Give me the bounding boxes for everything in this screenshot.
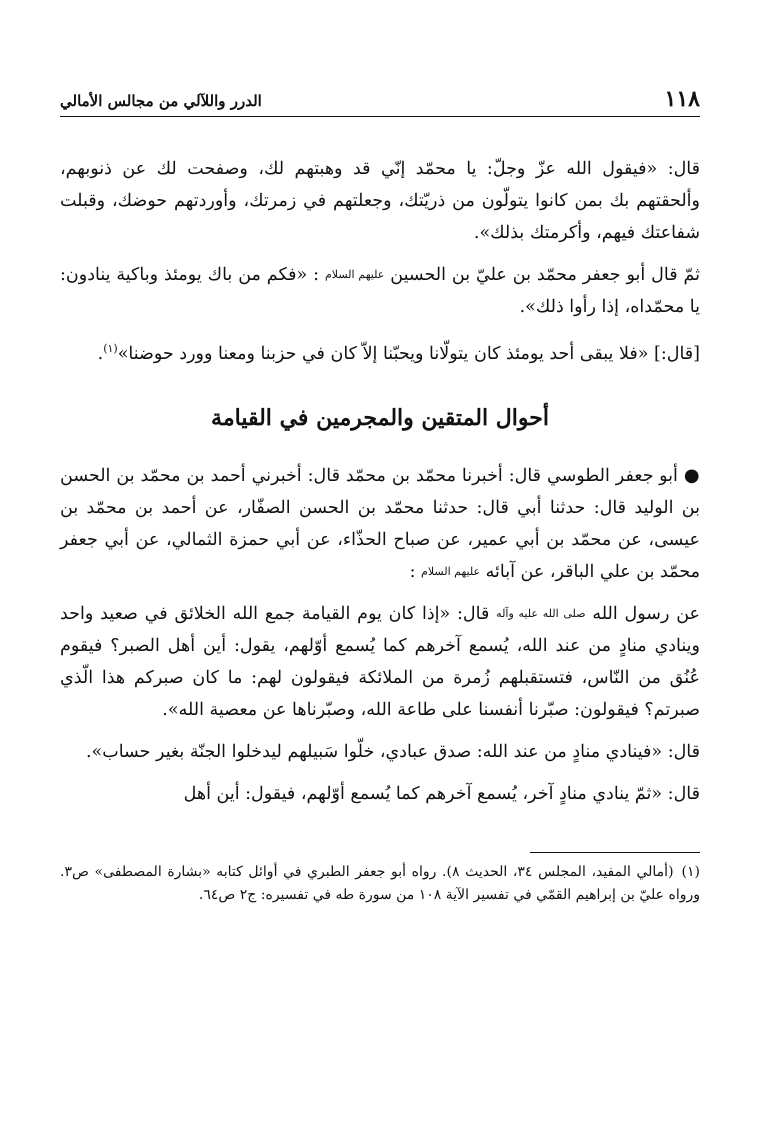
hadith-text: قال: «إذا كان يوم القيامة جمع الله الخلائق في صعيد واحد وينادي منادٍ من عند الله، يُسمع آخرهم كما يُسمع أوّلهم، يقول: أين أهل الصبر؟ فيقوم عُنُق من النّاس، فتستقبلهم زُمرة من الملائكة فيقولون لهم: ما كان صبركم هذا الّذي صبرتم؟ فيقولون: صبّرنا أنفسنا على طاعة الله، وصبّرناها عن معصية الله».: [60, 603, 700, 720]
footnote: [60, 861, 700, 907]
footnote-reference[interactable]: (١): [103, 342, 118, 355]
section-heading: أحوال المتقين والمجرمين في القيامة: [211, 404, 549, 431]
main-text: [60, 153, 700, 810]
hadith-opening: عن رسول الله: [592, 603, 700, 624]
paragraph-continued: قال: «ثمّ ينادي منادٍ آخر، يُسمع آخرهم كما يُسمع أوّلهم، فيقول: أين أهل: [183, 783, 700, 804]
hadith-paragraph: [60, 598, 700, 726]
running-title: الدرر واللآلي من مجالس الأمالي: [60, 92, 262, 110]
footnote-divider: [530, 852, 700, 853]
honorific-symbol: عليهم السلام: [421, 564, 481, 578]
book-page: [60, 80, 700, 907]
paragraph-1: قال: «فيقول الله عزّ وجلّ: يا محمّد إنّي قد وهبتهم لك، وصفحت لك عن ذنوبهم، وألحقتهم بك بمن كانوا يتولّون من ذريّتك، وجعلتهم في زمرتك، وأوردتهم حوضك، وقبلت شفاعتك فيهم، وأكرمتك بذلك».: [60, 159, 700, 243]
bullet-icon: ●: [683, 464, 700, 486]
paragraph-2-quote: : «فكم من باك يومئذ وباكية ينادون: يا محمّداه، إذا رأوا ذلك».: [60, 265, 700, 317]
isnad-paragraph: [60, 460, 700, 588]
isnad-text: أبو جعفر الطوسي قال: أخبرنا محمّد بن محمّد قال: أخبرني أحمد بن محمّد بن الحسن بن الوليد قال: حدثنا أبي قال: حدثنا محمّد بن الحسن الصفّار، عن أحمد بن محمّد بن عيسى، عن محمّد بن أبي عمير، عن صباح الحذّاء، عن أبي حمزة الثمالي، عن أبي جعفر محمّد بن علي الباقر، عن آبائه: [60, 465, 700, 582]
footnote-text: (أمالي المفيد، المجلس ٣٤، الحديث ٨). رواه أبو جعفر الطبري في أوائل كتابه «بشارة المصطفى» ص٣. ورواه عليّ بن إبراهيم القمّي في تفسير الآية ١٠٨ من سورة طه في تفسيره: ج٢ ص٦٤.: [60, 863, 700, 903]
paragraph-3-end: .: [97, 343, 104, 364]
honorific-symbol: عليهم السلام: [324, 268, 385, 281]
paragraph-2: [60, 259, 700, 323]
page-number: ١١٨: [664, 86, 700, 112]
page-header: [60, 80, 700, 117]
paragraph-3-text: [قال:] «فلا يبقى أحد يومئذ كان يتولّانا ويحبّنا إلاّ كان في حزبنا ومعنا وورد حوضنا»: [117, 343, 700, 364]
paragraph-paradise: قال: «فينادي منادٍ من عند الله: صدق عبادي، خلّوا سَبيلهم ليدخلوا الجنّة بغير حساب».: [85, 741, 700, 762]
isnad-end: :: [409, 561, 416, 582]
footnote-number: (١): [681, 863, 701, 880]
honorific-symbol: صلى الله عليه وآله: [496, 606, 586, 620]
paragraph-3: [60, 333, 700, 370]
paragraph-2-text: ثمّ قال أبو جعفر محمّد بن عليّ بن الحسين: [390, 265, 700, 285]
